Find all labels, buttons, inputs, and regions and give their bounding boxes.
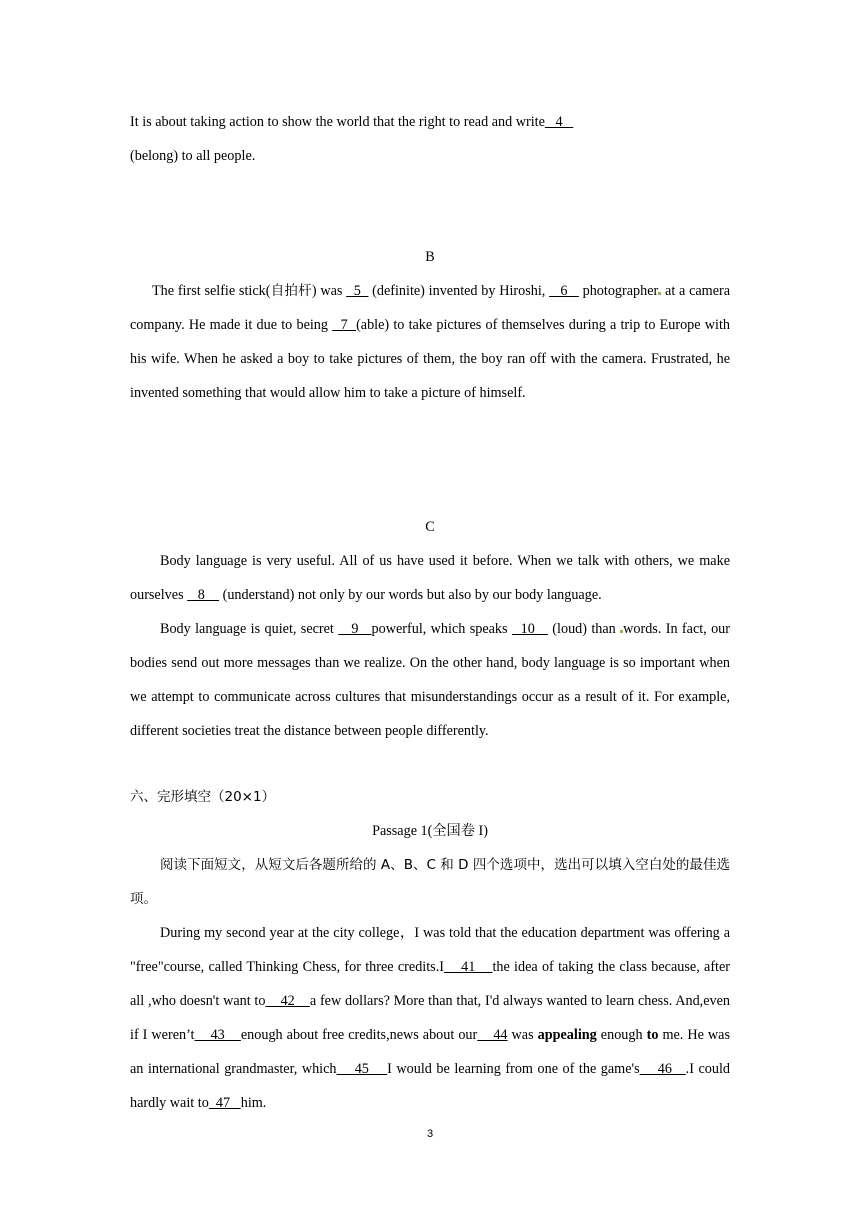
- blank-41: 41: [443, 959, 493, 975]
- section-b-heading: B: [425, 249, 435, 265]
- text-run: ) was: [311, 283, 347, 299]
- text-run: me. He was an international grandmaster, which: [130, 1027, 730, 1077]
- blank-10: 10: [511, 621, 548, 637]
- text-run: Passage 1(全国卷 I): [372, 823, 488, 839]
- text-run: enough about free credits,news about our: [240, 1027, 478, 1043]
- text-run: (loud) than: [547, 621, 621, 637]
- section-b-paragraph: [130, 274, 730, 410]
- text-run: I would be learning from one of the game's: [387, 1061, 640, 1077]
- text-run-cn: 自拍杆: [270, 283, 312, 299]
- blank-45: 45: [336, 1061, 388, 1077]
- text-run: It is about taking action to show the world that the right to read and write: [130, 114, 545, 130]
- text-run: him.: [240, 1095, 267, 1111]
- blank-8: 8: [187, 587, 220, 603]
- section-6-title: 六、完形填空（20×1）: [130, 789, 276, 805]
- text-run: Body language is quiet, secret: [160, 621, 339, 637]
- text-run: During my second year at the city college，I was told that the education department was offering a "free"course, called Thinking Chess, for three credits.I: [130, 925, 730, 975]
- blank-44: 44: [477, 1027, 508, 1043]
- section-c-heading: C: [425, 519, 435, 535]
- text-run: the idea of taking the class because, after all ,who doesn't want to: [130, 959, 731, 1009]
- text-run: Body language is very useful. All of us have used it before. When we talk with others, we make ourselves: [130, 553, 730, 603]
- blank-7: 7: [332, 317, 357, 333]
- cloze-paragraph: [130, 916, 730, 1120]
- blank-42: 42: [265, 993, 310, 1009]
- bold-word-appealing: appealing: [537, 1027, 597, 1043]
- text-run: .I could hardly wait to: [130, 1061, 730, 1111]
- text-run: (definite) invented by Hiroshi,: [368, 283, 550, 299]
- instruction-paragraph: 阅读下面短文，从短文后各题所给的 A、B、C 和 D 四个选项中，选出可以填入空白处的最佳选项。: [130, 857, 730, 907]
- blank-4: 4: [544, 114, 574, 130]
- text-run: enough: [596, 1027, 647, 1043]
- section-c-paragraph-1: [130, 544, 730, 612]
- section-c-paragraph-2: [130, 612, 730, 748]
- page-number: 3: [426, 1128, 434, 1140]
- blank-6: 6: [549, 283, 579, 299]
- bold-word-to: to: [646, 1027, 659, 1043]
- text-run: (belong) to all people.: [130, 148, 256, 164]
- blank-47: 47: [208, 1095, 241, 1111]
- text-run: a few dollars? More than that, I'd always wanted to learn chess. And,even if I weren’t: [130, 993, 731, 1043]
- section-a-paragraph: [130, 105, 730, 173]
- text-run: The first selfie stick(: [152, 283, 271, 299]
- text-run: (able) to take pictures of themselves during a trip to Europe with his wife. When he asked a boy to take pictures of them, the boy ran off with the camera. Frustrated, he invented something that would allow him to take a picture of himself.: [130, 317, 730, 401]
- text-run: powerful, which speaks: [371, 621, 512, 637]
- blank-46: 46: [639, 1061, 686, 1077]
- passage-title: [130, 814, 730, 848]
- text-run: (understand) not only by our words but also by our body language.: [219, 587, 602, 603]
- text-run: at a camera company. He made it due to being: [130, 283, 731, 333]
- blank-43: 43: [194, 1027, 241, 1043]
- text-run: was: [507, 1027, 538, 1043]
- blank-5: 5: [346, 283, 369, 299]
- blank-9: 9: [338, 621, 372, 637]
- text-run: words. In fact, our bodies send out more messages than we realize. On the other hand, body language is so important when we attempt to communicate across cultures that misunderstandings occur as a result of it. For example, different societies treat the distance between people differently.: [130, 621, 731, 739]
- text-run: photographer: [578, 283, 659, 299]
